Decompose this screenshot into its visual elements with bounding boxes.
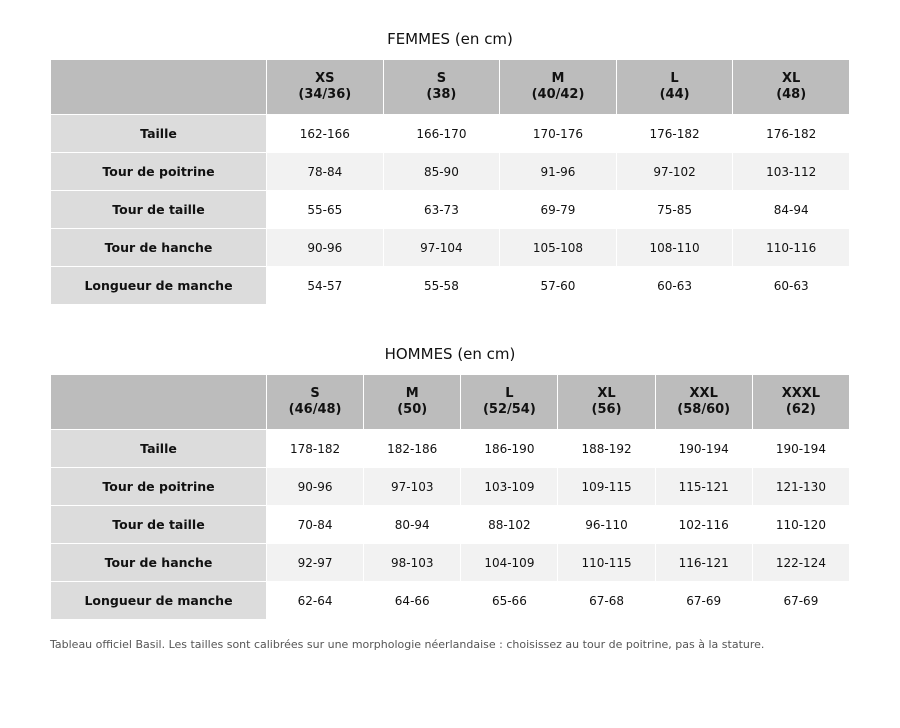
- table-cell: 80-94: [364, 506, 461, 544]
- table-cell: 92-97: [267, 544, 364, 582]
- table-cell: 176-182: [733, 115, 850, 153]
- table-cell: 75-85: [616, 191, 733, 229]
- table-cell: 67-68: [558, 582, 655, 620]
- men-size-header: [461, 375, 558, 430]
- table-cell: 63-73: [383, 191, 500, 229]
- table-cell: 166-170: [383, 115, 500, 153]
- size-eu-equivalent: (56): [591, 402, 622, 417]
- men-table-title: HOMMES (en cm): [384, 345, 516, 363]
- table-cell: 91-96: [500, 153, 617, 191]
- men-size-header: [655, 375, 752, 430]
- table-row: [51, 229, 850, 267]
- size-eu-equivalent: (46/48): [288, 402, 342, 417]
- women-size-header: [500, 60, 617, 115]
- women-size-header: [267, 60, 384, 115]
- table-row: [51, 506, 850, 544]
- table-row: [51, 544, 850, 582]
- table-cell: 110-120: [752, 506, 849, 544]
- footnote: Tableau officiel Basil. Les tailles sont calibrées sur une morphologie néerlandaise : choisissez au tour de poitrine, pas à la stature.: [50, 638, 765, 651]
- men-corner-cell: [51, 375, 267, 430]
- women-corner-cell: [51, 60, 267, 115]
- women-size-section: [50, 29, 850, 305]
- women-size-header: [616, 60, 733, 115]
- size-eu-equivalent: (44): [659, 87, 690, 102]
- table-cell: 103-112: [733, 153, 850, 191]
- table-cell: 116-121: [655, 544, 752, 582]
- table-cell: 105-108: [500, 229, 617, 267]
- row-label: Tour de hanche: [51, 544, 267, 582]
- table-cell: 97-102: [616, 153, 733, 191]
- size-eu-equivalent: (58/60): [677, 402, 731, 417]
- table-cell: 84-94: [733, 191, 850, 229]
- table-cell: 109-115: [558, 468, 655, 506]
- row-label: Taille: [51, 115, 267, 153]
- table-cell: 60-63: [616, 267, 733, 305]
- table-cell: 178-182: [267, 430, 364, 468]
- table-cell: 69-79: [500, 191, 617, 229]
- size-eu-equivalent: (52/54): [482, 402, 536, 417]
- table-cell: 121-130: [752, 468, 849, 506]
- size-eu-equivalent: (50): [397, 402, 428, 417]
- table-cell: 88-102: [461, 506, 558, 544]
- table-cell: 176-182: [616, 115, 733, 153]
- table-cell: 67-69: [655, 582, 752, 620]
- table-cell: 65-66: [461, 582, 558, 620]
- table-cell: 190-194: [752, 430, 849, 468]
- table-row: [51, 115, 850, 153]
- table-cell: 102-116: [655, 506, 752, 544]
- size-code: L: [505, 386, 514, 401]
- row-label: Tour de taille: [51, 506, 267, 544]
- table-cell: 64-66: [364, 582, 461, 620]
- men-size-header: [267, 375, 364, 430]
- size-code: XXL: [689, 386, 718, 401]
- table-cell: 182-186: [364, 430, 461, 468]
- table-cell: 162-166: [267, 115, 384, 153]
- table-cell: 70-84: [267, 506, 364, 544]
- table-row: [51, 191, 850, 229]
- table-cell: 55-65: [267, 191, 384, 229]
- table-cell: 115-121: [655, 468, 752, 506]
- table-row: [51, 582, 850, 620]
- table-cell: 122-124: [752, 544, 849, 582]
- men-size-header: [752, 375, 849, 430]
- size-code: L: [670, 71, 679, 86]
- table-cell: 186-190: [461, 430, 558, 468]
- table-row: [51, 267, 850, 305]
- table-cell: 97-104: [383, 229, 500, 267]
- table-row: [51, 153, 850, 191]
- women-table-title: FEMMES (en cm): [387, 30, 513, 48]
- row-label: Tour de poitrine: [51, 468, 267, 506]
- size-code: S: [436, 71, 447, 86]
- women-size-header: [383, 60, 500, 115]
- size-code: XL: [782, 71, 801, 86]
- table-cell: 104-109: [461, 544, 558, 582]
- size-eu-equivalent: (40/42): [531, 87, 585, 102]
- table-cell: 67-69: [752, 582, 849, 620]
- women-size-table: [50, 59, 850, 305]
- size-eu-equivalent: (48): [776, 87, 807, 102]
- size-code: XL: [597, 386, 616, 401]
- table-cell: 188-192: [558, 430, 655, 468]
- size-eu-equivalent: (62): [785, 402, 816, 417]
- table-cell: 108-110: [616, 229, 733, 267]
- table-cell: 97-103: [364, 468, 461, 506]
- table-cell: 62-64: [267, 582, 364, 620]
- table-cell: 103-109: [461, 468, 558, 506]
- table-cell: 96-110: [558, 506, 655, 544]
- size-code: M: [405, 386, 419, 401]
- men-size-header: [558, 375, 655, 430]
- table-cell: 90-96: [267, 468, 364, 506]
- row-label: Longueur de manche: [51, 582, 267, 620]
- size-code: M: [551, 71, 565, 86]
- table-cell: 55-58: [383, 267, 500, 305]
- women-header-row: [51, 60, 850, 115]
- men-size-header: [364, 375, 461, 430]
- table-cell: 98-103: [364, 544, 461, 582]
- men-size-section: [50, 344, 850, 620]
- table-cell: 190-194: [655, 430, 752, 468]
- size-eu-equivalent: (34/36): [298, 87, 352, 102]
- row-label: Taille: [51, 430, 267, 468]
- table-cell: 54-57: [267, 267, 384, 305]
- size-eu-equivalent: (38): [426, 87, 457, 102]
- table-cell: 90-96: [267, 229, 384, 267]
- table-row: [51, 468, 850, 506]
- row-label: Tour de hanche: [51, 229, 267, 267]
- row-label: Longueur de manche: [51, 267, 267, 305]
- row-label: Tour de taille: [51, 191, 267, 229]
- size-code: XXXL: [781, 386, 821, 401]
- table-cell: 57-60: [500, 267, 617, 305]
- size-code: S: [310, 386, 320, 401]
- men-header-row: [51, 375, 850, 430]
- table-cell: 78-84: [267, 153, 384, 191]
- table-cell: 110-115: [558, 544, 655, 582]
- size-code: XS: [315, 71, 335, 86]
- table-cell: 170-176: [500, 115, 617, 153]
- women-size-header: [733, 60, 850, 115]
- table-cell: 110-116: [733, 229, 850, 267]
- table-row: [51, 430, 850, 468]
- table-cell: 60-63: [733, 267, 850, 305]
- table-cell: 85-90: [383, 153, 500, 191]
- men-size-table: [50, 374, 850, 620]
- row-label: Tour de poitrine: [51, 153, 267, 191]
